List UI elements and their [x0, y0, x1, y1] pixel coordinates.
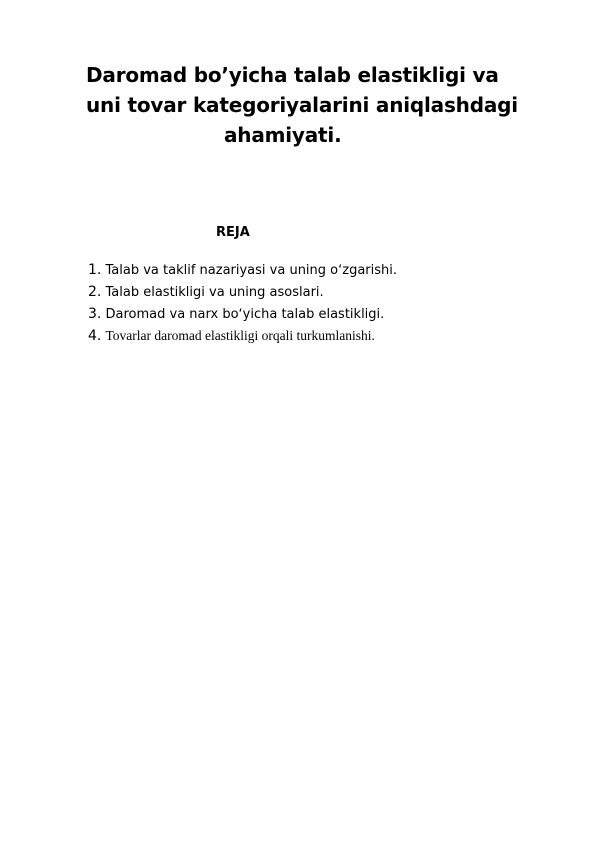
plan-item-number: 4. [88, 328, 102, 344]
plan-item-2 [88, 282, 397, 304]
plan-item-number: 2. [88, 284, 102, 300]
plan-item-text: Talab elastikligi va uning asoslari. [105, 285, 324, 300]
plan-item-1 [88, 260, 397, 282]
document-title [86, 60, 546, 150]
plan-item-3 [88, 304, 397, 326]
plan-heading: REJA [216, 225, 250, 240]
plan-item-number: 3. [88, 306, 102, 322]
plan-item-text: Talab va taklif nazariyasi va uning oʻzgarishi. [105, 263, 398, 278]
plan-list [88, 260, 397, 348]
plan-item-4 [88, 326, 397, 348]
plan-item-text: Daromad va narx boʻyicha talab elastikligi. [105, 307, 385, 322]
title-line-3: ahamiyati. [224, 123, 342, 147]
title-line-2: uni tovar kategoriyalarini aniqlashdagi [86, 93, 518, 117]
plan-item-text: Tovarlar daromad elastikligi orqali turkumlanishi. [105, 328, 375, 343]
plan-item-number: 1. [88, 262, 102, 278]
title-line-1: Daromad bo’yicha talab elastikligi va [86, 63, 499, 87]
